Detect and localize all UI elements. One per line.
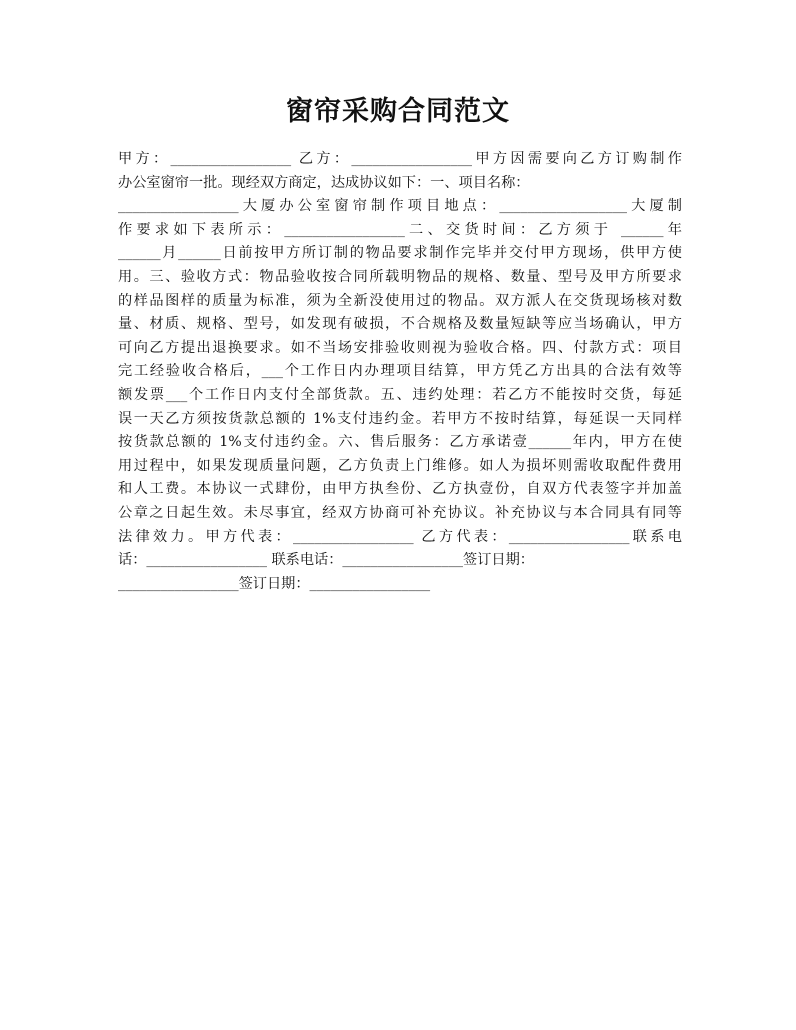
- contract-line: 用。三、验收方式：物品验收按合同所载明物品的规格、数量、型号及甲方所要求: [118, 268, 682, 285]
- contract-line: 量、材质、规格、型号，如发现有破损，不合规格及数量短缺等应当场确认，甲方: [118, 316, 682, 333]
- contract-line: 公章之日起生效。未尽事宜，经双方协商可补充协议。补充协议与本合同具有同等: [118, 504, 682, 521]
- contract-line: 按货款总额的 1%支付违约金。六、售后服务：乙方承诺壹______年内，甲方在使: [118, 434, 682, 451]
- contract-line: 法律效力。甲方代表：_________________ 乙方代表：_________________联系电: [118, 528, 682, 545]
- contract-line: _________________大厦办公室窗帘制作项目地点：__________________大厦制: [118, 198, 682, 215]
- contract-line: 可向乙方提出退换要求。如不当场安排验收则视为验收合格。四、付款方式：项目: [118, 339, 682, 356]
- contract-line: 额发票___个工作日内支付全部货款。五、违约处理：若乙方不能按时交货，每延: [118, 386, 682, 403]
- document-title: 窗帘采购合同范文: [286, 96, 510, 127]
- contract-line: 完工经验收合格后，___个工作日内办理项目结算，甲方凭乙方出具的合法有效等: [118, 363, 682, 380]
- contract-line: 办公室窗帘一批。现经双方商定，达成协议如下：一、项目名称：: [118, 174, 530, 191]
- contract-line: _________________签订日期：_________________: [118, 575, 431, 592]
- contract-body: [118, 148, 682, 596]
- contract-line: ______月______日前按甲方所订制的物品要求制作完毕并交付甲方现场，供甲方使: [118, 245, 682, 262]
- contract-line: 的样品图样的质量为标准，须为全新没使用过的物品。双方派人在交货现场核对数: [118, 292, 682, 309]
- contract-line: 误一天乙方须按货款总额的 1%支付违约金。若甲方不按时结算，每延误一天同样: [118, 410, 682, 427]
- contract-line: 话：_________________ 联系电话：_________________签订日期：: [118, 552, 534, 569]
- contract-line: 和人工费。本协议一式肆份，由甲方执叁份、乙方执壹份，自双方代表签字并加盖: [118, 481, 682, 498]
- contract-line: 甲方：_________________ 乙方：_________________甲方因需要向乙方订购制作: [118, 151, 682, 167]
- contract-line: 作要求如下表所示：_________________二、交货时间：乙方须于 ______年: [118, 221, 682, 238]
- contract-line: 用过程中，如果发现质量问题，乙方负责上门维修。如人为损坏则需收取配件费用: [118, 457, 682, 474]
